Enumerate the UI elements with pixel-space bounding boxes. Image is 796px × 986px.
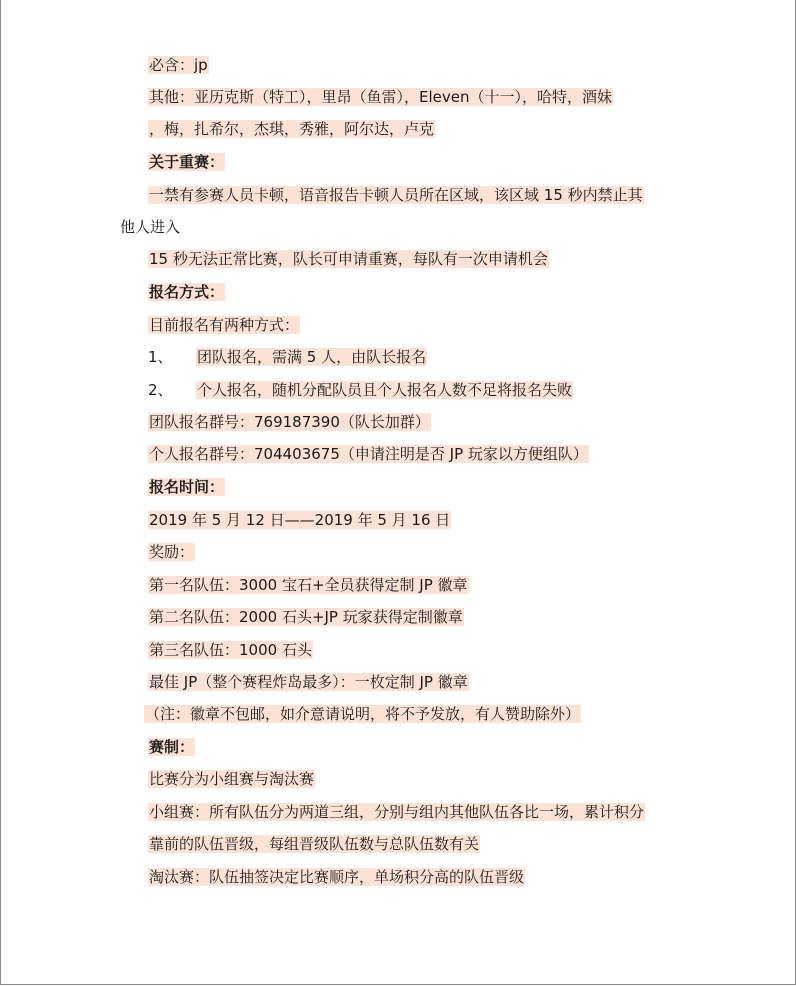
highlighted-text: 第三名队伍：1000 石头 [149,641,312,659]
highlighted-text: 团队报名群号：769187390（队长加群） [149,413,430,431]
text-line [148,116,435,142]
section-heading [148,149,225,175]
section-heading [148,474,225,500]
text-line [148,52,209,78]
highlighted-text: 个人报名，随机分配队员且个人报名人数不足将报名失败 [197,381,573,399]
text-line [148,507,451,533]
highlighted-text: 2019 年 5 月 12 日——2019 年 5 月 16 日 [149,511,451,529]
highlighted-text: 团队报名，需满 5 人，由队长报名 [197,348,427,366]
text-line [148,572,469,598]
text-line [148,669,469,695]
text-line [148,312,300,338]
text-line [148,799,645,825]
highlighted-text: 小组赛：所有队伍分为两道三组，分别与组内其他队伍各比一场，累计积分 [149,803,645,821]
text-line [148,441,589,467]
text-line [148,182,644,208]
text-line [148,864,525,890]
heading-text: 关于重赛： [149,153,225,171]
highlighted-text: （注：徽章不包邮，如介意请说明，将不予发放，有人赞助除外） [145,705,581,723]
highlighted-text: 其他：亚历克斯（特工），里昂（鱼雷），Eleven（十一），哈特，酒妹 [149,88,612,106]
highlighted-text: ，梅，扎希尔，杰琪，秀雅，阿尔达，卢克 [149,120,435,138]
highlighted-text: 必含：jp [149,56,208,74]
highlighted-text: 淘汰赛：队伍抽签决定比赛顺序，单场积分高的队伍晋级 [149,868,525,886]
text-line [144,701,581,727]
heading-text: 报名方式： [149,283,225,301]
text-line [120,214,180,240]
highlighted-text: 个人报名群号：704403675（申请注明是否 JP 玩家以方便组队） [149,445,588,463]
section-heading [148,734,195,760]
text-line [148,246,549,272]
highlighted-text: 第一名队伍：3000 宝石+全员获得定制 JP 徽章 [149,576,468,594]
text-line [148,84,613,110]
text-line [148,831,480,857]
text-line [148,604,464,630]
highlighted-text: 靠前的队伍晋级，每组晋级队伍数与总队伍数有关 [149,835,480,853]
text-line [148,637,313,663]
list-number: 2、 [148,381,173,399]
highlighted-text: 目前报名有两种方式： [149,316,300,334]
highlighted-text: 15 秒无法正常比赛，队长可申请重赛，每队有一次申请机会 [149,250,548,268]
highlighted-text: 比赛分为小组赛与淘汰赛 [149,770,315,788]
list-item [148,344,427,370]
list-number: 1、 [148,348,173,366]
section-heading [148,279,225,305]
text-line [148,409,431,435]
heading-text: 报名时间： [149,478,225,496]
list-item [148,377,573,403]
text-line [148,539,195,565]
highlighted-text: 最佳 JP（整个赛程炸岛最多）：一枚定制 JP 徽章 [149,673,468,691]
plain-text: 他人进入 [120,218,181,236]
highlighted-text: 一禁有参赛人员卡顿，语音报告卡顿人员所在区域，该区域 15 秒内禁止其 [149,186,643,204]
highlighted-text: 奖励： [149,543,195,561]
highlighted-text: 第二名队伍：2000 石头+JP 玩家获得定制徽章 [149,608,463,626]
heading-text: 赛制： [149,738,195,756]
text-line [148,766,315,792]
